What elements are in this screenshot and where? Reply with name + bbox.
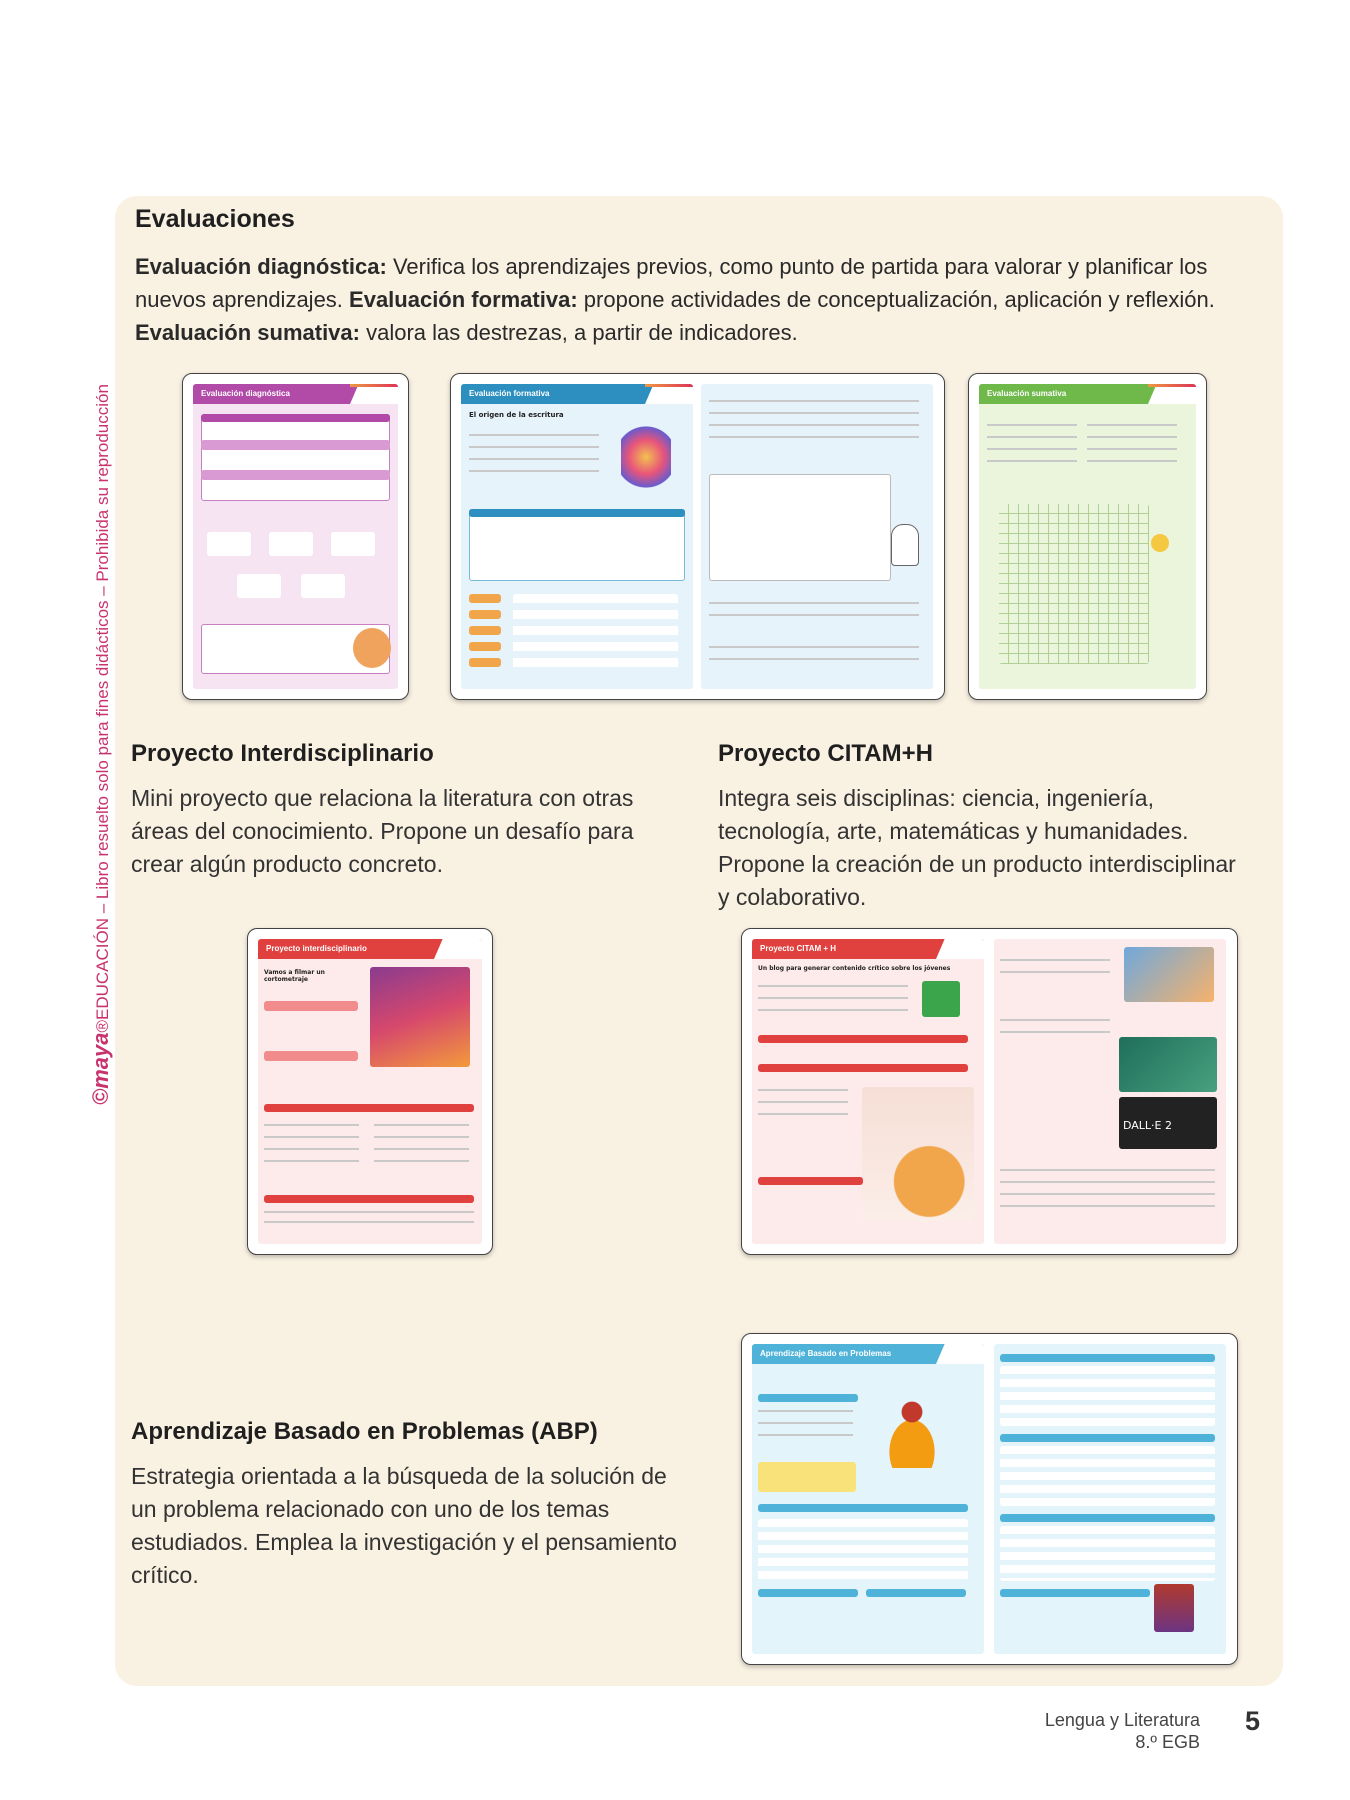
- label-chip: [469, 610, 501, 619]
- section-bar: [758, 1035, 968, 1043]
- answer-lines: [1000, 1526, 1215, 1581]
- formativa-table: [469, 509, 685, 581]
- thumb-evaluacion-formativa: [450, 373, 945, 700]
- label-chip: [469, 626, 501, 635]
- dua-tag: [936, 1344, 984, 1364]
- website-screenshot: [1119, 1037, 1217, 1092]
- copyright-text: ®EDUCACIÓN – Libro resuelto solo para fines didácticos – Prohibida su reproducción: [93, 384, 112, 1033]
- dua-tag: [645, 384, 693, 404]
- header-sumativa-label: Evaluación sumativa: [987, 389, 1067, 398]
- text-line: [1000, 971, 1110, 973]
- citam-title: Proyecto CITAM+H: [718, 740, 933, 767]
- header-abp-label: Aprendizaje Basado en Problemas: [760, 1349, 892, 1358]
- section-bar: [1000, 1354, 1215, 1362]
- header-interdisciplinario-label: Proyecto interdisciplinario: [266, 944, 367, 953]
- text-line: [469, 470, 599, 472]
- text-line: [374, 1136, 469, 1138]
- text-line: [264, 1124, 359, 1126]
- text-line: [709, 614, 919, 616]
- diagnostica-card: [207, 532, 251, 556]
- text-line: [1087, 460, 1177, 462]
- subject-name: Lengua y Literatura: [1044, 1710, 1200, 1730]
- illustration-books: [1154, 1584, 1194, 1632]
- text-line: [758, 1009, 908, 1011]
- copyright-notice: [88, 384, 114, 1105]
- abp-title: Aprendizaje Basado en Problemas (ABP): [131, 1418, 598, 1445]
- text-line: [1087, 424, 1177, 426]
- section-bar: [866, 1589, 966, 1597]
- illustration-coworking: [1124, 947, 1214, 1002]
- citam-description: Integra seis disciplinas: ciencia, ingeniería, tecnología, arte, matemáticas y humanidades. Propone la creación de un producto interdisciplinar y colaborativo.: [718, 785, 1236, 910]
- text-line: [987, 436, 1077, 438]
- section-bar: [1000, 1434, 1215, 1442]
- text-line: [987, 448, 1077, 450]
- film-illustration: [370, 967, 470, 1067]
- thumb-abp: [741, 1333, 1238, 1665]
- evaluaciones-description: [135, 250, 1265, 349]
- dua-tag: [434, 939, 482, 959]
- section-bar: [264, 1104, 474, 1112]
- header-abp: [752, 1344, 984, 1364]
- dua-tagbar: [350, 384, 398, 387]
- page-interdisciplinario: [258, 939, 482, 1244]
- page-citam-left: [752, 939, 984, 1244]
- smiley-balloon: [1151, 534, 1169, 552]
- text-line: [1000, 1031, 1110, 1033]
- diagnostica-card: [237, 574, 281, 598]
- diagnostica-row: [201, 470, 390, 480]
- header-citam-label: Proyecto CITAM + H: [760, 944, 837, 953]
- problem-box: [758, 1462, 856, 1492]
- text-line: [469, 446, 599, 448]
- text-line: [709, 646, 919, 648]
- formativa-subtitle: El origen de la escritura: [469, 411, 564, 419]
- header-formativa-label: Evaluación formativa: [469, 389, 550, 398]
- interdisciplinario-subtitle: Vamos a filmar un cortometraje: [264, 969, 325, 983]
- sum-label: Evaluación sumativa:: [135, 320, 360, 345]
- dua-tag: [350, 384, 398, 404]
- section-bar: [264, 1051, 358, 1061]
- thumb-evaluacion-diagnostica: [182, 373, 409, 700]
- section-bar: [758, 1589, 858, 1597]
- page-abp-right: [994, 1344, 1226, 1654]
- diagnostica-card: [269, 532, 313, 556]
- dua-tag: [936, 939, 984, 959]
- thumb-proyecto-citam: [741, 928, 1238, 1255]
- text-line: [1087, 436, 1177, 438]
- text-line: [1000, 1019, 1110, 1021]
- ods-icon: [922, 981, 960, 1017]
- illustration-student-laptop: [867, 1388, 957, 1468]
- interdisciplinario-title: Proyecto Interdisciplinario: [131, 740, 434, 767]
- section-bar: [758, 1504, 968, 1512]
- sum-text: valora las destrezas, a partir de indicadores.: [359, 320, 798, 345]
- section-bar: [758, 1394, 858, 1402]
- diag-text: Verifica los aprendizajes previos, como punto de partida para valorar y planificar los nuevos aprendizajes.: [135, 254, 1208, 312]
- diagnostica-card: [301, 574, 345, 598]
- text-line: [709, 658, 919, 660]
- dalle-screenshot: DALL·E 2: [1119, 1097, 1217, 1149]
- text-line: [264, 1136, 359, 1138]
- text-line: [469, 434, 599, 436]
- text-line: [264, 1221, 474, 1223]
- text-line: [758, 997, 908, 999]
- text-line: [1000, 1193, 1215, 1195]
- text-line: [1087, 448, 1177, 450]
- section-bar: [758, 1064, 968, 1072]
- label-chip: [469, 658, 501, 667]
- brand-logo-text: ©maya: [88, 1032, 113, 1105]
- text-line: [987, 424, 1077, 426]
- text-line: [374, 1148, 469, 1150]
- page-citam-right: [994, 939, 1226, 1244]
- diagnostica-row: [201, 440, 390, 450]
- evaluaciones-title: Evaluaciones: [135, 205, 295, 233]
- label-chip: [469, 642, 501, 651]
- text-line: [1000, 959, 1110, 961]
- header-diagnostica-label: Evaluación diagnóstica: [201, 389, 290, 398]
- diagnostica-table: [201, 414, 390, 501]
- text-line: [709, 424, 919, 426]
- text-line: [374, 1124, 469, 1126]
- answer-lines: [1000, 1446, 1215, 1506]
- header-citam: [752, 939, 984, 959]
- header-diagnostica: [193, 384, 398, 404]
- formativa-table-header: [469, 509, 685, 517]
- text-line: [709, 412, 919, 414]
- page-abp-left: [752, 1344, 984, 1654]
- section-bar: [1000, 1589, 1150, 1597]
- definition-lines: [513, 594, 678, 670]
- text-line: [758, 1410, 853, 1412]
- interdisciplinario-description: Mini proyecto que relaciona la literatura con otras áreas del conocimiento. Propone un desafío para crear algún producto concreto.: [131, 785, 634, 877]
- answer-lines: [1000, 1366, 1215, 1426]
- page-sumativa: [979, 384, 1196, 689]
- text-line: [374, 1160, 469, 1162]
- illustration-student: [862, 1087, 974, 1222]
- text-line: [709, 602, 919, 604]
- text-line: [758, 985, 908, 987]
- form-text: propone actividades de conceptualización, aplicación y reflexión.: [577, 287, 1215, 312]
- page-formativa-left: [461, 384, 693, 689]
- label-chip: [469, 594, 501, 603]
- dua-tagbar: [645, 384, 693, 387]
- header-sumativa: [979, 384, 1196, 404]
- dua-tag: [1148, 384, 1196, 404]
- grade-name: 8.º EGB: [1135, 1732, 1200, 1752]
- citam-subtitle: Un blog para generar contenido crítico sobre los jóvenes: [758, 965, 951, 972]
- text-line: [264, 1211, 474, 1213]
- answer-lines: [758, 1519, 968, 1581]
- illustration-pencil: [621, 422, 671, 492]
- thumb-proyecto-interdisciplinario: [247, 928, 493, 1255]
- text-line: [987, 460, 1077, 462]
- text-line: [469, 458, 599, 460]
- illustration-person: [891, 524, 919, 566]
- text-line: [758, 1422, 853, 1424]
- diagnostica-table-header: [201, 414, 390, 422]
- footer-subject: [1010, 1709, 1200, 1753]
- diagnostica-card: [331, 532, 375, 556]
- text-line: [1000, 1205, 1215, 1207]
- section-bar: [758, 1177, 863, 1185]
- author-portrait: [353, 628, 391, 668]
- section-bar: [264, 1001, 358, 1011]
- text-line: [758, 1113, 848, 1115]
- thumb-evaluacion-sumativa: [968, 373, 1207, 700]
- page-diagnostica: [193, 384, 398, 689]
- text-line: [709, 436, 919, 438]
- header-formativa: [461, 384, 693, 404]
- header-interdisciplinario: [258, 939, 482, 959]
- section-bar: [1000, 1514, 1215, 1522]
- section-bar: [264, 1195, 474, 1203]
- abp-description: Estrategia orientada a la búsqueda de la solución de un problema relacionado con uno de los temas estudiados. Emplea la investigación y el pensamiento crítico.: [131, 1463, 677, 1588]
- text-line: [264, 1160, 359, 1162]
- page-formativa-right: [701, 384, 933, 689]
- text-line: [758, 1089, 848, 1091]
- page-number: 5: [1245, 1706, 1261, 1736]
- dua-tagbar: [1148, 384, 1196, 387]
- diag-label: Evaluación diagnóstica:: [135, 254, 387, 279]
- text-line: [1000, 1169, 1215, 1171]
- text-line: [709, 400, 919, 402]
- drawing-box: [709, 474, 891, 581]
- text-line: [758, 1101, 848, 1103]
- form-label: Evaluación formativa:: [349, 287, 578, 312]
- crossword-grid: [999, 504, 1149, 664]
- text-line: [758, 1434, 853, 1436]
- text-line: [1000, 1181, 1215, 1183]
- text-line: [264, 1148, 359, 1150]
